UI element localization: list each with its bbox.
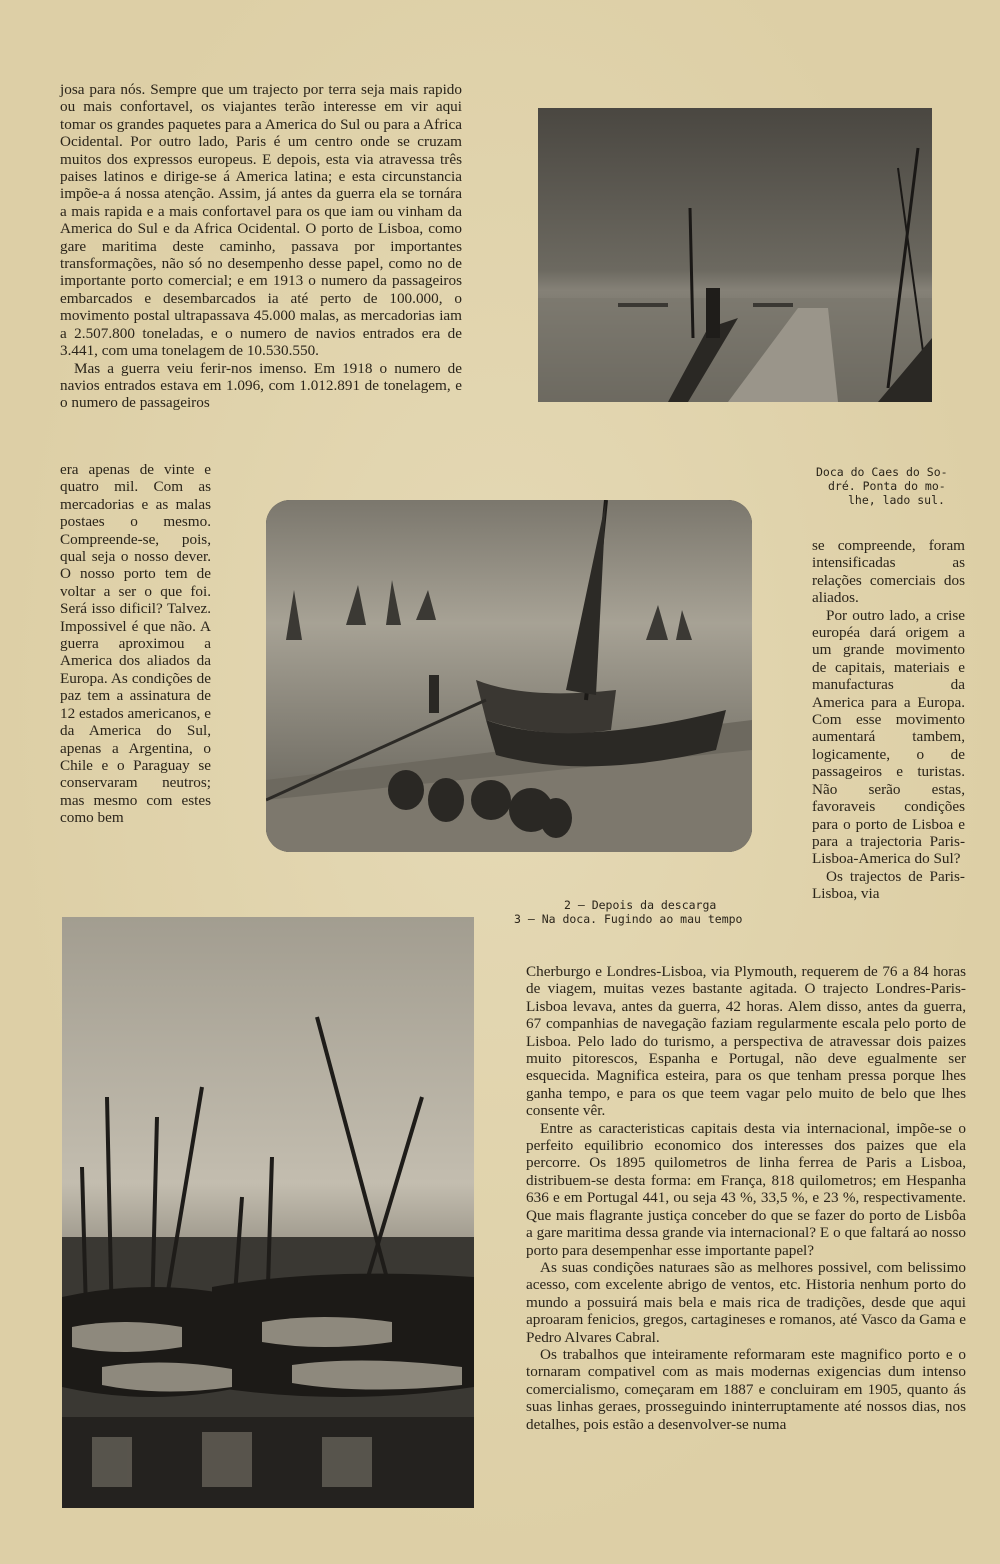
text-column-left-top <box>60 81 462 412</box>
paragraph: Os trabalhos que inteiramente reformaram este magnifico porto e o tornaram compativel com as mais modernas exigencias dum intenso comercialismo, começaram em 1887 e concluiram em 1905, quanto ás suas linhas geraes, prosseguindo ininterruptamente até nossos dias, nos detalhes, pois estão a desenvolver-se numa <box>526 1345 966 1433</box>
paragraph: Por outro lado, a crise européa dará origem a um grande movimento de capitais, materiais e manufacturas da America para a Europa. Com esse movimento aumentará tambem, logicamente, o de passageiros e turistas. Não serão estas, favoraveis condições para o porto de Lisboa e para a trajectoria Paris-Lisboa-America do Sul? <box>812 606 965 868</box>
caption-line: lhe, lado sul. <box>848 493 945 507</box>
text-column-right-bottom <box>526 963 966 1433</box>
paragraph: se compreende, foram intensificadas as relações comerciais dos aliados. <box>812 537 965 607</box>
paragraph: Os trajectos de Paris-Lisboa, via <box>812 867 965 903</box>
photo-boats-dock <box>62 917 474 1508</box>
photo-pier-steamer <box>538 108 932 402</box>
caption-photo-3 <box>514 912 804 926</box>
caption-line: dré. Ponta do mo- <box>828 479 946 493</box>
caption-line: 2 — Depois da descarga <box>564 898 717 912</box>
paragraph: Mas a guerra veiu ferir-nos imenso. Em 1918 o numero de navios entrados estava em 1.096, com 1.012.891 de tonelagem, e o numero de passageiros <box>60 359 462 412</box>
caption-photo-1 <box>816 465 976 507</box>
paragraph: Cherburgo e Londres-Lisboa, via Plymouth, requerem de 76 a 84 horas de viagem, muitas vezes bastante agitada. O trajecto Londres-Paris-Lisboa levava, antes da guerra, 42 horas. Alem disso, antes da guerra, 67 companhias de navegação faziam regularmente escala pelo porto de Lisboa. Pelo lado do turismo, a perspectiva de atravessar dois paizes muito pitorescos, Espanha e Portugal, não deve egualmente ser esquecida. Magnifica esteira, para os que tenham pressa porque lhes ganha tempo, e para os que teem vagar pelo muito de belo que lhes consente vêr. <box>526 963 966 1120</box>
photo-boat-unloading-image <box>266 500 752 852</box>
caption-photo-2 <box>564 898 804 912</box>
caption-line: Doca do Caes do So- <box>816 465 948 479</box>
photo-boat-unloading <box>266 500 752 852</box>
photo-pier-steamer-image <box>538 108 932 402</box>
text-column-right-mid <box>812 537 965 903</box>
photo-boats-dock-image <box>62 917 474 1508</box>
paragraph: josa para nós. Sempre que um trajecto por terra seja mais rapido ou mais confortavel, os viajantes terão interesse em vir aqui tomar os grandes paquetes para a America do Sul ou para a Africa Ocidental. Por outro lado, Paris é um centro onde se cruzam muitos dos expressos europeus. E depois, esta via atravessa três paises latinos e dirige-se á America latina; e esta circunstancia impõe-a á nossa atenção. Assim, já antes da guerra ela se tornára a mais rapida e a mais confortavel para os que iam ou vinham da America do Sul e da Africa Ocidental. O porto de Lisboa, como gare maritima deste caminho, passava por importantes transformações, não só no desempenho desse papel, como no de importante porto comercial; e em 1913 o numero da passageiros embarcados e desembarcados ia até perto de 100.000, o movimento postal ultrapassava 45.000 malas, as mercadorias iam a 2.507.800 toneladas, e o numero de navios entrados era de 3.441, com uma tonelagem de 10.530.550. <box>60 81 462 360</box>
caption-line: 3 — Na doca. Fugindo ao mau tempo <box>514 912 743 926</box>
paragraph: era apenas de vinte e quatro mil. Com as mercadorias e as malas postaes o mesmo. Compreende-se, pois, qual seja o nosso dever. O nosso porto tem de voltar a ser o que foi. Será isso dificil? Talvez. Impossivel é que não. A guerra aproximou a America dos aliados da Europa. As condições de paz tem a assinatura de 12 estados americanos, e da America do Sul, apenas a Argentina, o Chile e o Paraguay se conservaram neutros; mas mesmo com estes como bem <box>60 461 211 827</box>
paragraph: Entre as caracteristicas capitais desta via internacional, impõe-se o perfeito equilibrio economico dos interesses dos paizes que ela percorre. Os 1895 quilometros de linha ferrea de Paris a Lisboa, distribuem-se desta forma: em França, 818 quilometros; em Hespanha 636 e em Portugal 441, ou seja 43 %, 33,5 %, e 23 %, respectivamente. Que mais flagrante justiça conceber do que se fazer do porto de Lisbôa a gare maritima dessa grande via internacional? E o que faltará ao nosso porto para desempenhar esse importante papel? <box>526 1119 966 1259</box>
text-column-left-mid <box>60 461 211 827</box>
paragraph: As suas condições naturaes são as melhores possivel, com belissimo acesso, com excelente abrigo de ventos, etc. Historia nenhum porto do mundo a possuirá mais bela e mais rica de tradições, desde que aqui aproaram fenicios, gregos, cartagineses e romanos, até Vasco da Gama e Pedro Alvares Cabral. <box>526 1258 966 1346</box>
